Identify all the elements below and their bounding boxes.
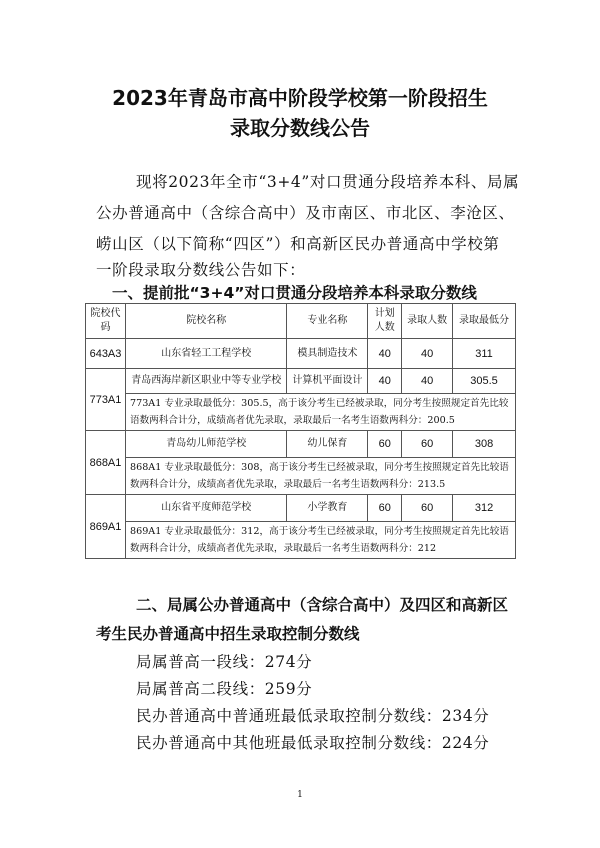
intro-line-3: 崂山区（以下简称“四区”）和高新区民办普通高中学校第 bbox=[96, 235, 500, 253]
table-row bbox=[86, 369, 516, 394]
cell-major: 幼儿保育 bbox=[287, 431, 368, 458]
cell-school: 青岛幼儿师范学校 bbox=[125, 431, 287, 458]
score-line: 局属普高一段线：274分 bbox=[136, 653, 313, 671]
title-line-2: 录取分数线公告 bbox=[230, 116, 370, 140]
table-row bbox=[86, 339, 516, 369]
col-code: 院校代码 bbox=[86, 304, 126, 339]
col-major: 专业名称 bbox=[287, 304, 368, 339]
cell-major: 小学教育 bbox=[287, 495, 368, 522]
cell-code: 869A1 bbox=[86, 495, 126, 559]
cell-major: 模具制造技术 bbox=[287, 339, 368, 369]
table-row bbox=[86, 431, 516, 458]
cell-admitted: 40 bbox=[402, 339, 453, 369]
cell-plan: 40 bbox=[368, 369, 402, 394]
cell-admitted: 60 bbox=[402, 431, 453, 458]
cell-plan: 40 bbox=[368, 339, 402, 369]
cell-plan: 60 bbox=[368, 495, 402, 522]
cell-note: 869A1 专业录取最低分：312，高于该分考生已经被录取，同分考生按照规定首先比较语数两科合计分，成绩高者优先录取，录取最后一名考生语数两科分：212 bbox=[125, 522, 515, 559]
table-row bbox=[86, 495, 516, 522]
cell-school: 山东省平度师范学校 bbox=[125, 495, 287, 522]
col-admitted: 录取人数 bbox=[402, 304, 453, 339]
cell-admitted: 40 bbox=[402, 369, 453, 394]
cell-code: 643A3 bbox=[86, 339, 126, 369]
cell-code: 868A1 bbox=[86, 431, 126, 495]
admission-table bbox=[85, 303, 516, 559]
cell-school: 山东省轻工工程学校 bbox=[125, 339, 287, 369]
table-header bbox=[86, 304, 516, 339]
cell-admitted: 60 bbox=[402, 495, 453, 522]
cell-min: 308 bbox=[453, 431, 516, 458]
col-school: 院校名称 bbox=[125, 304, 287, 339]
cell-min: 312 bbox=[453, 495, 516, 522]
col-plan: 计划人数 bbox=[368, 304, 402, 339]
intro-line-4: 一阶段录取分数线公告如下： bbox=[96, 261, 306, 279]
cell-plan: 60 bbox=[368, 431, 402, 458]
cell-code: 773A1 bbox=[86, 369, 126, 431]
cell-major: 计算机平面设计 bbox=[287, 369, 368, 394]
score-line: 民办普通高中普通班最低录取控制分数线：234分 bbox=[136, 707, 490, 725]
score-line: 局属普高二段线：259分 bbox=[136, 680, 313, 698]
cell-school: 青岛西海岸新区职业中等专业学校 bbox=[125, 369, 287, 394]
cell-min: 311 bbox=[453, 339, 516, 369]
cell-note: 868A1 专业录取最低分：308，高于该分考生已经被录取，同分考生按照规定首先比较语数两科合计分，成绩高者优先录取，录取最后一名考生语数两科分：213.5 bbox=[125, 458, 515, 495]
intro-line-1: 现将2023年全市“3+4”对口贯通分段培养本科、局属 bbox=[136, 173, 520, 191]
section2-heading-2: 考生民办普通高中招生录取控制分数线 bbox=[96, 625, 360, 643]
title-line-1: 2023年青岛市高中阶段学校第一阶段招生 bbox=[112, 86, 488, 110]
score-line: 民办普通高中其他班最低录取控制分数线：224分 bbox=[136, 734, 490, 752]
page-number: 1 bbox=[297, 790, 303, 800]
intro-line-2: 公办普通高中（含综合高中）及市南区、市北区、李沧区、 bbox=[96, 204, 515, 222]
cell-note: 773A1 专业录取最低分：305.5，高于该分考生已经被录取，同分考生按照规定首先比较语数两科合计分，成绩高者优先录取，录取最后一名考生语数两科分：200.5 bbox=[125, 394, 515, 431]
col-min: 录取最低分 bbox=[453, 304, 516, 339]
section1-heading: 一、提前批“3+4”对口贯通分段培养本科录取分数线 bbox=[112, 284, 477, 302]
section2-heading-1: 二、局属公办普通高中（含综合高中）及四区和高新区 bbox=[136, 596, 509, 614]
cell-min: 305.5 bbox=[453, 369, 516, 394]
